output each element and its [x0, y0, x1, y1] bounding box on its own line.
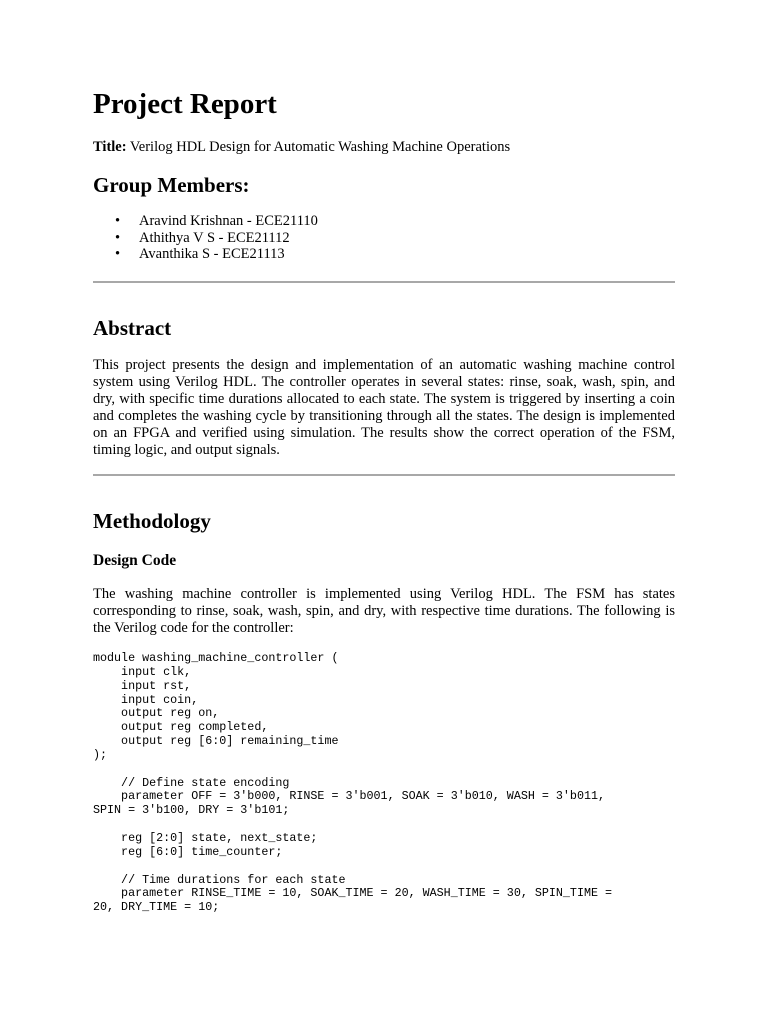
member-name: Athithya V S - ECE21112 [139, 229, 290, 246]
abstract-paragraph: This project presents the design and implementation of an automatic washing machine control system using Verilog HDL. The controller operates in several states: rinse, soak, wash, spin, and dry, with specific time durations allocated to each state. The system is triggered by inserting a coin and completes the washing cycle by transitioning through all the states. The design is implemented on an FPGA and verified using simulation. The results show the correct operation of the FSM, timing logic, and output signals. [93, 357, 675, 458]
project-title-line [93, 138, 510, 156]
section-divider [93, 281, 675, 283]
design-code-heading: Design Code [93, 552, 177, 569]
methodology-heading: Methodology [93, 509, 211, 533]
member-name: Aravind Krishnan - ECE21110 [139, 213, 318, 229]
title-value: Verilog HDL Design for Automatic Washing Machine Operations [126, 139, 511, 155]
section-divider [93, 474, 675, 476]
member-name: Avanthika S - ECE21113 [139, 246, 285, 262]
list-item [93, 246, 318, 263]
page-title: Project Report [93, 88, 277, 120]
bullet-icon: • [115, 213, 121, 229]
design-code-paragraph: The washing machine controller is implemented using Verilog HDL. The FSM has states corresponding to rinse, soak, wash, spin, and dry, with respective time durations. The following is the Verilog code for the controller: [93, 586, 675, 636]
group-members-heading: Group Members: [93, 173, 250, 197]
list-item [93, 230, 318, 247]
list-item [93, 213, 318, 230]
bullet-icon: • [115, 246, 121, 262]
bullet-icon: • [115, 229, 121, 246]
members-list [93, 213, 318, 263]
abstract-heading: Abstract [93, 316, 172, 340]
title-label: Title: [93, 139, 127, 155]
verilog-code-block: module washing_machine_controller ( input clk, input rst, input coin, output reg on, output reg completed, output reg [6:0] remaining_time ); // Define state encoding parameter OFF = 3'b000, RINSE = 3'b001, SOAK = 3'b010, WASH = 3'b011, SPIN = 3'b100, DRY = 3'b101; reg [2:0] state, next_state; reg [6:0] time_counter; // Time durations for each state parameter RINSE_TIME = 10, SOAK_TIME = 20, WASH_TIME = 30, SPIN_TIME = 20, DRY_TIME = 10; [93, 651, 613, 915]
